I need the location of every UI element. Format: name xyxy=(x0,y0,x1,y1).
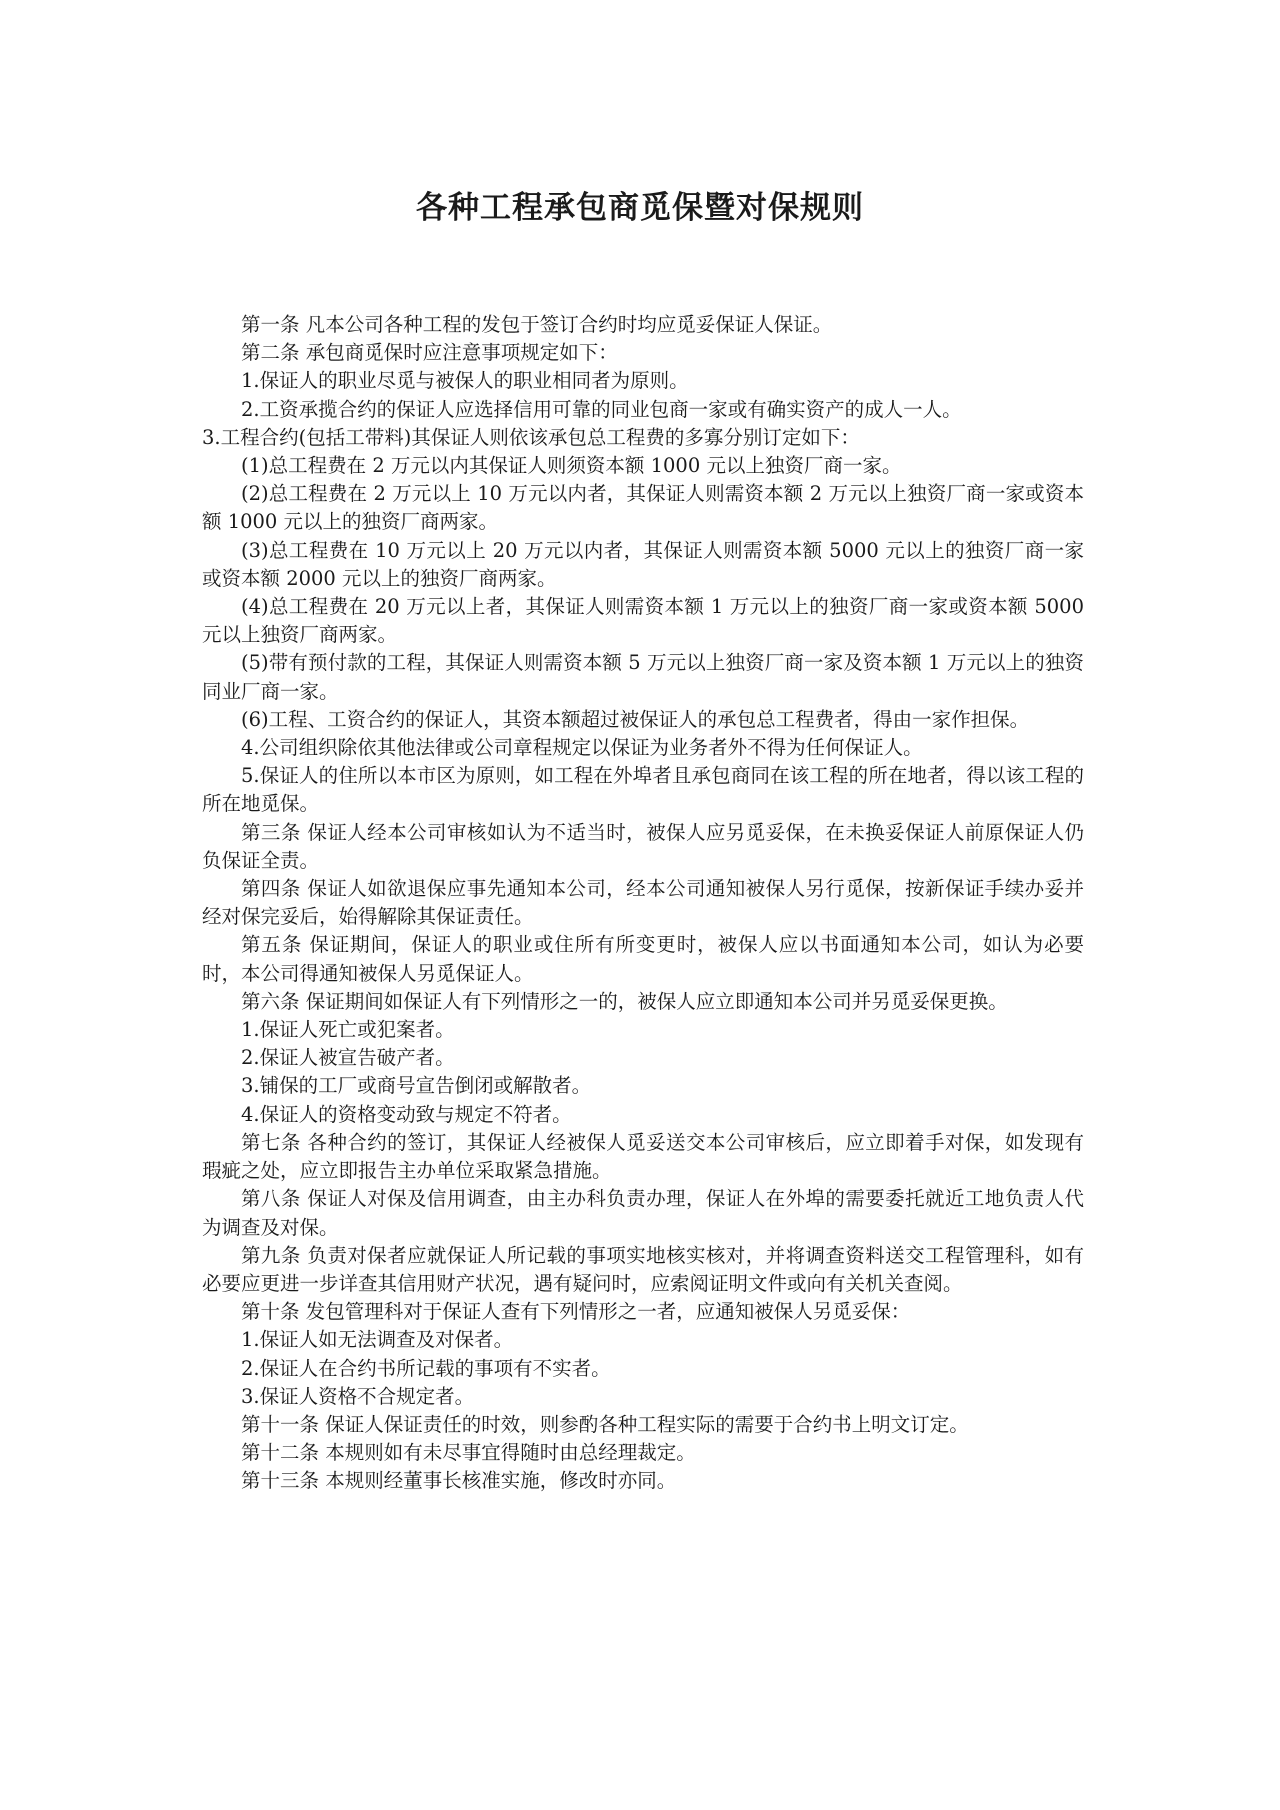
document-body xyxy=(202,311,1084,1496)
article-13: 第十三条 本规则经董事长核准实施，修改时亦同。 xyxy=(241,1469,677,1493)
article-3: 第三条 保证人经本公司审核如认为不适当时，被保人应另觅妥保，在未换妥保证人前原保证人仍负保证全责。 xyxy=(202,820,1084,872)
article-2-item-2: 2.工资承揽合约的保证人应选择信用可靠的同业包商一家或有确实资产的成人一人。 xyxy=(241,397,962,421)
article-10-item-3: 3.保证人资格不合规定者。 xyxy=(241,1384,475,1408)
article-2-item-4: 4.公司组织除依其他法律或公司章程规定以保证为业务者外不得为任何保证人。 xyxy=(241,736,923,760)
article-7: 第七条 各种合约的签订，其保证人经被保人觅妥送交本公司审核后，应立即着手对保，如发现有瑕疵之处，应立即报告主办单位采取紧急措施。 xyxy=(202,1130,1084,1183)
article-6-item-4: 4.保证人的资格变动致与规定不符者。 xyxy=(241,1102,572,1126)
article-9: 第九条 负责对保者应就保证人所记载的事项实地核实核对，并将调查资料送交工程管理科，如有必要应更进一步详查其信用财产状况，遇有疑问时，应索阅证明文件或向有关机关查阅。 xyxy=(202,1243,1084,1295)
article-2-item-3-sub-1: (1)总工程费在 2 万元以内其保证人则须资本额 1000 元以上独资厂商一家。 xyxy=(241,454,902,478)
article-2-item-1: 1.保证人的职业尽觅与被保人的职业相同者为原则。 xyxy=(241,369,689,393)
article-10: 第十条 发包管理科对于保证人查有下列情形之一者，应通知被保人另觅妥保： xyxy=(241,1300,911,1324)
article-2-item-3-sub-5: (5)带有预付款的工程，其保证人则需资本额 5 万元以上独资厂商一家及资本额 1 万元以上的独资同业厂商一家。 xyxy=(202,651,1084,703)
article-10-item-1: 1.保证人如无法调查及对保者。 xyxy=(241,1328,514,1352)
article-2-item-3-sub-6: (6)工程、工资合约的保证人，其资本额超过被保证人的承包总工程费者，得由一家作担保。 xyxy=(241,707,1030,731)
article-8: 第八条 保证人对保及信用调查，由主办科负责办理，保证人在外埠的需要委托就近工地负责人代为调查及对保。 xyxy=(202,1187,1084,1239)
article-1: 第一条 凡本公司各种工程的发包于签订合约时均应觅妥保证人保证。 xyxy=(241,313,833,336)
article-2-item-3: 3.工程合约(包括工带料)其保证人则依该承包总工程费的多寡分别订定如下： xyxy=(202,425,860,449)
article-6-item-1: 1.保证人死亡或犯案者。 xyxy=(241,1018,455,1042)
article-10-item-2: 2.保证人在合约书所记载的事项有不实者。 xyxy=(241,1356,611,1380)
article-4: 第四条 保证人如欲退保应事先通知本公司，经本公司通知被保人另行觅保，按新保证手续办妥并经对保完妥后，始得解除其保证责任。 xyxy=(202,877,1084,929)
article-6: 第六条 保证期间如保证人有下列情形之一的，被保人应立即通知本公司并另觅妥保更换。 xyxy=(241,989,1008,1013)
article-5: 第五条 保证期间，保证人的职业或住所有所变更时，被保人应以书面通知本公司，如认为必要时，本公司得通知被保人另觅保证人。 xyxy=(202,933,1084,985)
article-2-item-3-sub-2: (2)总工程费在 2 万元以上 10 万元以内者，其保证人则需资本额 2 万元以上独资厂商一家或资本额 1000 元以上的独资厂商两家。 xyxy=(202,482,1084,534)
article-2: 第二条 承包商觅保时应注意事项规定如下： xyxy=(241,341,618,365)
article-6-item-3: 3.铺保的工厂或商号宣告倒闭或解散者。 xyxy=(241,1074,592,1098)
article-2-item-5: 5.保证人的住所以本市区为原则，如工程在外埠者且承包商同在该工程的所在地者，得以该工程的所在地觅保。 xyxy=(202,764,1084,816)
article-6-item-2: 2.保证人被宣告破产者。 xyxy=(241,1046,455,1070)
article-12: 第十二条 本规则如有未尽事宜得随时由总经理裁定。 xyxy=(241,1441,696,1465)
article-2-item-3-sub-3: (3)总工程费在 10 万元以上 20 万元以内者，其保证人则需资本额 5000 元以上的独资厂商一家或资本额 2000 元以上的独资厂商两家。 xyxy=(202,538,1084,590)
article-11: 第十一条 保证人保证责任的时效，则参酌各种工程实际的需要于合约书上明文订定。 xyxy=(241,1412,969,1436)
article-2-item-3-sub-4: (4)总工程费在 20 万元以上者，其保证人则需资本额 1 万元以上的独资厂商一家或资本额 5000 元以上独资厂商两家。 xyxy=(202,595,1084,647)
document-title: 各种工程承包商觅保暨对保规则 xyxy=(416,190,864,226)
